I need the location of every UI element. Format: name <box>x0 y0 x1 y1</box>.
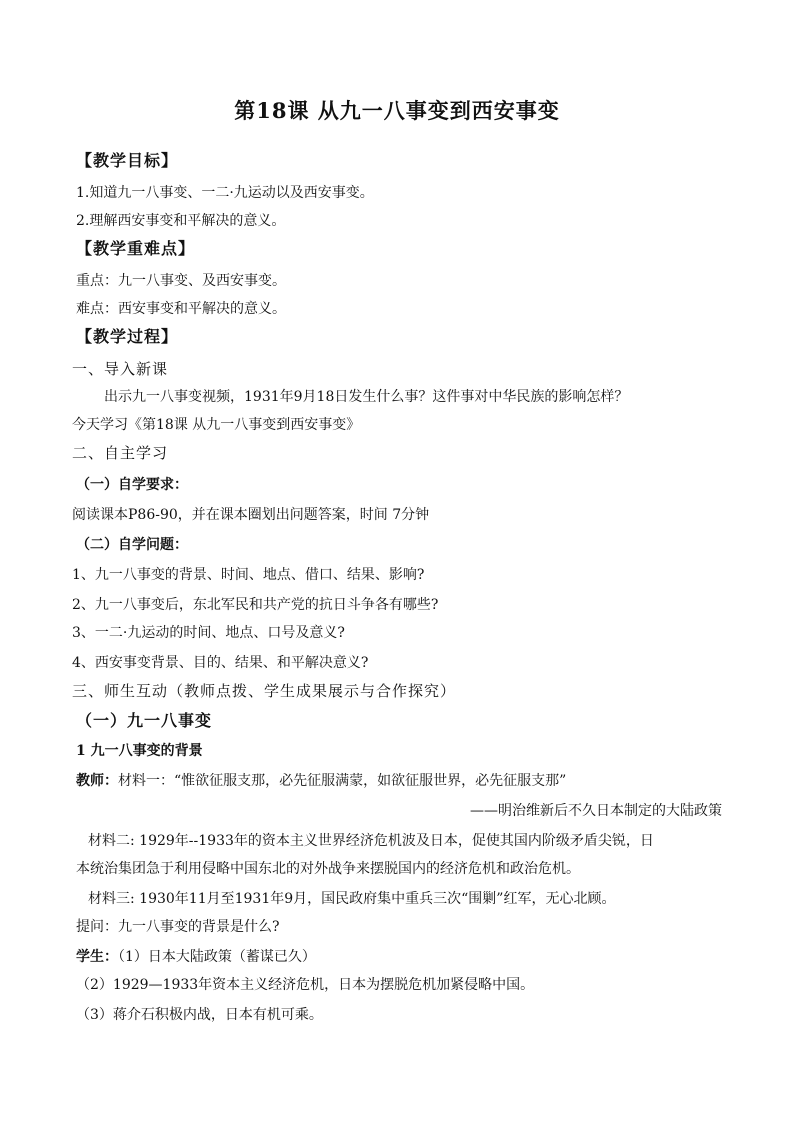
material-2-line-1: 材料二: 1929年--1933年的资本主义世界经济危机波及日本，促使其国内阶级矛盾尖锐，日 <box>88 833 654 849</box>
teacher-label: 教师： <box>76 773 118 789</box>
objectives-heading: 【教学目标】 <box>76 151 179 170</box>
material-1-text: 材料一：“惟欲征服支那，必先征服满蒙，如欲征服世界，必先征服支那” <box>118 773 567 789</box>
intro-paragraph-line-2: 今天学习《第18课 从九一八事变到西安事变》 <box>72 417 361 433</box>
topic-heading-background: 1 九一八事变的背景 <box>76 743 203 759</box>
intro-section-heading: 一、导入新课 <box>72 360 169 378</box>
student-answer-2: （2）1929—1933年资本主义经济危机，日本为摆脱危机加紧侵略中国。 <box>76 977 535 993</box>
interaction-section-heading: 三、师生互动（教师点拨、学生成果展示与合作探究） <box>72 682 457 700</box>
self-study-question-4: 4、西安事变背景、目的、结果、和平解决意义? <box>72 655 369 671</box>
objective-item-1: 1.知道九一八事变、一二·九运动以及西安事变。 <box>76 185 374 201</box>
page-title: 第18课 从九一八事变到西安事变 <box>234 98 560 123</box>
intro-paragraph-line-1: 出示九一八事变视频，1931年9月18日发生什么事？这件事对中华民族的影响怎样？ <box>104 389 629 405</box>
part-heading-918-incident: （一）九一八事变 <box>76 711 213 730</box>
key-point-item-1: 重点：九一八事变、及西安事变。 <box>76 273 286 289</box>
material-2-line-2: 本统治集团急于利用侵略中国东北的对外战争来摆脱国内的经济危机和政治危机。 <box>76 861 580 877</box>
self-study-question-1: 1、九一八事变的背景、时间、地点、借口、结果、影响? <box>72 567 425 583</box>
self-study-requirements-heading: （一）自学要求： <box>76 477 188 493</box>
key-point-item-2: 难点：西安事变和平解决的意义。 <box>76 301 286 317</box>
self-study-question-3: 3、一二·九运动的时间、地点、口号及意义? <box>72 625 345 641</box>
student-answer-1 <box>76 948 316 966</box>
student-label: 学生： <box>76 949 118 965</box>
self-study-question-2: 2、九一八事变后，东北军民和共产党的抗日斗争各有哪些? <box>72 597 439 613</box>
teacher-material-1 <box>76 772 566 790</box>
teacher-question: 提问：九一八事变的背景是什么? <box>76 919 280 935</box>
objective-item-2: 2.理解西安事变和平解决的意义。 <box>76 213 286 229</box>
self-study-section-heading: 二、自主学习 <box>72 444 169 462</box>
process-heading: 【教学过程】 <box>76 327 179 346</box>
self-study-requirements-text: 阅读课本P86-90，并在课本圈划出问题答案，时间 7分钟 <box>72 507 430 523</box>
self-study-questions-heading: （二）自学问题： <box>76 537 188 553</box>
key-points-heading: 【教学重难点】 <box>76 239 196 258</box>
material-3: 材料三: 1930年11月至1931年9月，国民政府集中重兵三次“围剿”红军，无心北顾。 <box>88 891 616 907</box>
answer-1-text: （1）日本大陆政策（蓄谋已久） <box>118 949 316 965</box>
student-answer-3: （3）蒋介石积极内战，日本有机可乘。 <box>76 1007 323 1023</box>
material-1-source: ——明治维新后不久日本制定的大陆政策 <box>470 803 722 819</box>
